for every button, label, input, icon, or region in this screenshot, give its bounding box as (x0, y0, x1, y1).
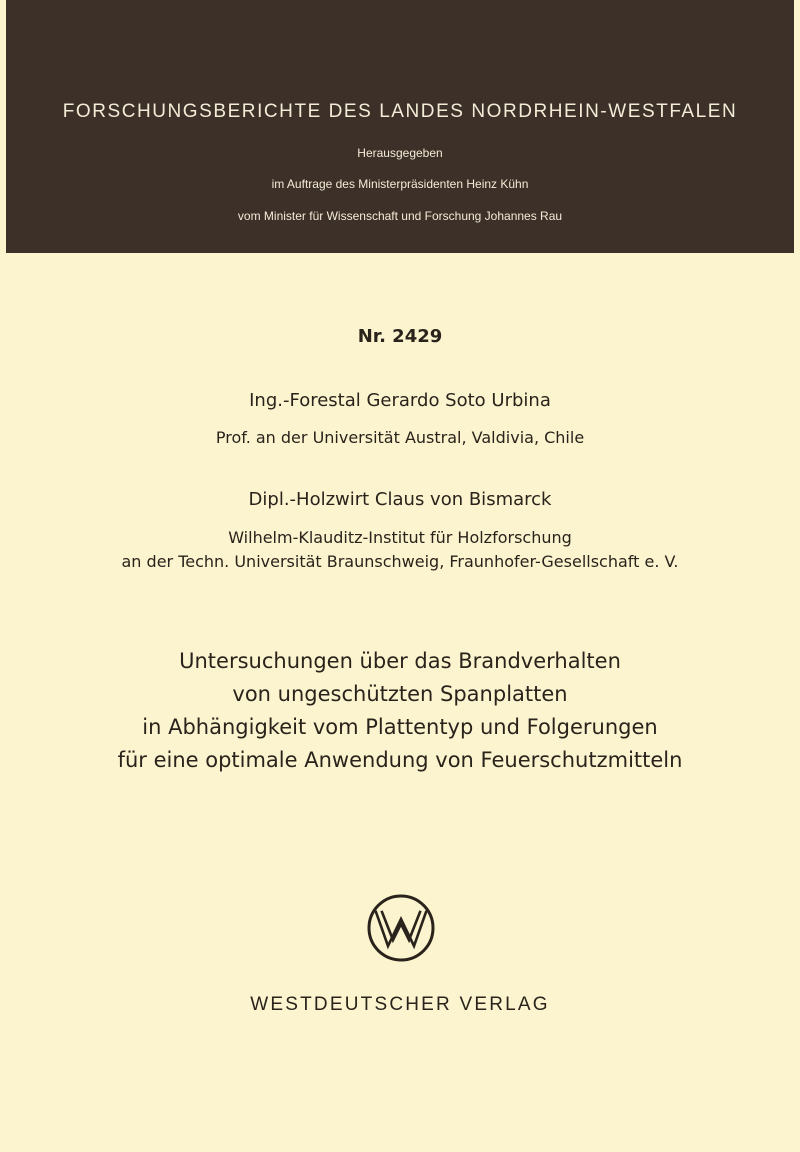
author-affiliation: Prof. an der Universität Austral, Valdivia, Chile (215, 428, 585, 447)
minister-line: vom Minister für Wissenschaft und Forschung Johannes Rau (237, 209, 563, 223)
series-title: FORSCHUNGSBERICHTE DES LANDES NORDRHEIN-WESTFALEN (62, 101, 738, 122)
title-line: in Abhängigkeit vom Plattentyp und Folgerungen (142, 715, 658, 739)
report-number: Nr. 2429 (357, 326, 443, 347)
westdeutscher-verlag-logo-icon (366, 893, 436, 963)
publisher-name: WESTDEUTSCHER VERLAG (250, 994, 550, 1015)
author-name: Ing.-Forestal Gerardo Soto Urbina (249, 390, 551, 411)
published-by: Herausgegeben (357, 146, 443, 160)
author-name: Dipl.-Holzwirt Claus von Bismarck (248, 489, 552, 510)
title-line: von ungeschützten Spanplatten (232, 682, 568, 706)
on-behalf-line: im Auftrage des Ministerpräsidenten Heinz Kühn (271, 177, 529, 191)
report-title (0, 645, 800, 777)
author-affiliation: an der Techn. Universität Braunschweig, Fraunhofer-Gesellschaft e. V. (121, 552, 679, 571)
title-line: für eine optimale Anwendung von Feuerschutzmitteln (117, 748, 683, 772)
title-line: Untersuchungen über das Brandverhalten (179, 649, 621, 673)
header-band (6, 0, 794, 253)
author-affiliation: Wilhelm-Klauditz-Institut für Holzforschung (228, 528, 572, 547)
